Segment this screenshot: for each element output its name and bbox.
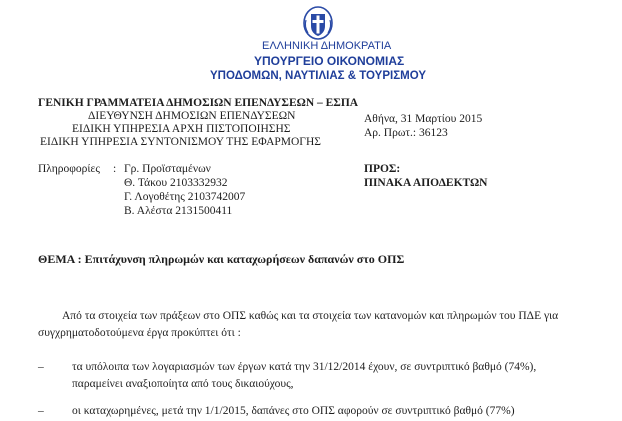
bullet-1-line-2: παραμείνει αναξιοποίητα από τους δικαιούχους, [72,378,294,390]
bullet-1-marker: – [38,361,44,373]
sender-line-2: ΔΙΕΥΘΥΝΣΗ ΔΗΜΟΣΙΩΝ ΕΠΕΝΔΥΣΕΩΝ [88,110,296,122]
greek-coat-of-arms-icon [303,6,333,40]
info-label: Πληροφορίες [38,163,100,175]
info-colon: : [113,163,117,175]
header-ministry: ΥΠΟΥΡΓΕΙΟ ΟΙΚΟΝΟΜΙΑΣ [254,54,405,68]
sender-line-3: ΕΙΔΙΚΗ ΥΠΗΡΕΣΙΑ ΑΡΧΗ ΠΙΣΤΟΠΟΙΗΣΗΣ [72,123,291,135]
header-ministry-sub: ΥΠΟΔΟΜΩΝ, ΝΑΥΤΙΛΙΑΣ & ΤΟΥΡΙΣΜΟΥ [210,70,426,82]
recipient-list: ΠΙΝΑΚΑ ΑΠΟΔΕΚΤΩΝ [364,177,488,189]
contact-takou: Θ. Τάκου 2103332932 [124,177,228,189]
bullet-2-line-1: οι καταχωρημένες, μετά την 1/1/2015, δαπάνες στο ΟΠΣ αφορούν σε συντριπτικό βαθμό (77%) [72,405,515,417]
sender-line-4: ΕΙΔΙΚΗ ΥΠΗΡΕΣΙΑ ΣΥΝΤΟΝΙΣΜΟΥ ΤΗΣ ΕΦΑΡΜΟΓΗΣ [40,136,321,148]
contact-group: Γρ. Προϊσταμένων [124,163,211,175]
protocol-number: Αρ. Πρωτ.: 36123 [364,127,448,139]
recipient-to-label: ΠΡΟΣ: [364,163,401,175]
header-republic: ΕΛΛΗΝΙΚΗ ΔΗΜΟΚΡΑΤΙΑ [262,40,392,52]
contact-alesta: Β. Αλέστα 2131500411 [124,205,233,217]
contact-logothetis: Γ. Λογοθέτης 2103742007 [124,191,246,203]
sender-line-1: ΓΕΝΙΚΗ ΓΡΑΜΜΑΤΕΙΑ ΔΗΜΟΣΙΩΝ ΕΠΕΝΔΥΣΕΩΝ – ΕΣΠΑ [38,97,359,109]
bullet-1-line-1: τα υπόλοιπα των λογαριασμών των έργων κατά την 31/12/2014 έχουν, σε συντριπτικό βαθμό (74%), [72,361,537,373]
subject-line: ΘΕΜΑ : Επιτάχυνση πληρωμών και καταχωρήσεων δαπανών στο ΟΠΣ [38,252,405,266]
body-intro-line-2: συγχρηματοδοτούμενα έργα προκύπτει ότι : [38,327,241,339]
bullet-2-marker: – [38,405,44,417]
body-intro-line-1: Από τα στοιχεία των πράξεων στο ΟΠΣ καθώς και τα στοιχεία των κατανομών και πληρωμών του ΠΔΕ για [62,310,559,322]
document-date: Αθήνα, 31 Μαρτίου 2015 [364,113,483,125]
